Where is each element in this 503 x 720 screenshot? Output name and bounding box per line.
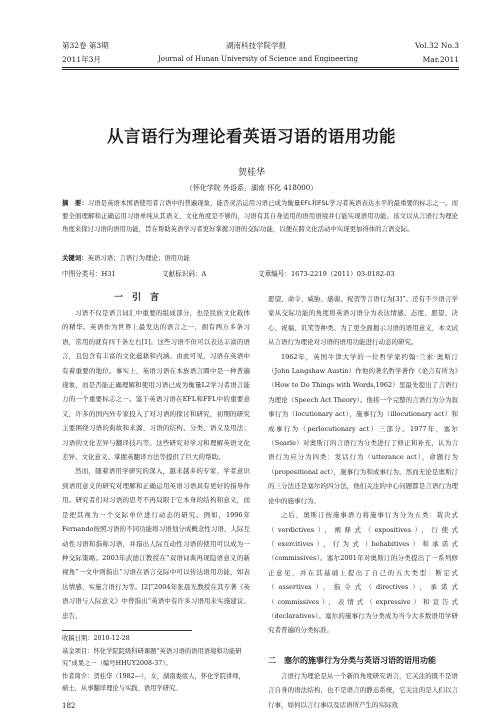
document-code: 文献标识码：A <box>162 270 207 278</box>
header-volume-cn: 第32卷 第3期 <box>62 41 109 50</box>
keywords-text: 英语习语；言语行为理论；语用功能 <box>87 254 190 262</box>
header-date-cn: 2011年3月 <box>62 55 101 64</box>
left-column <box>62 306 250 623</box>
header-rule-thin <box>62 69 459 70</box>
footnote-received: 收稿日期：2010-12-28 <box>62 635 130 642</box>
author-affiliation: （怀化学院 外语系，湖南 怀化 418000） <box>185 184 318 192</box>
footnote-rule <box>62 630 192 631</box>
clc-number: 中图分类号：H31 <box>62 270 116 278</box>
footnote <box>62 633 250 696</box>
footnote-author-info: 作者简介：贺桂华（1982—），女，湖南娄底人，怀化学院讲师，硕士，从事翻译理论与实践、语用学研究。 <box>62 672 245 693</box>
abstract-label: 摘 要： <box>62 199 88 207</box>
section-2-paragraph: 言语行为理论是从一个新的角度研究语言，它关注的既不是语言自身的语法结构，也不是语言的静态系统，它关注的是人们以言行事，如何以言行事以及话语所产生的实际效 <box>268 672 458 709</box>
section-1-title: 一 引 言 <box>114 293 160 303</box>
article-number: 文章编号：1673-2219（2011）03-0182-03 <box>258 270 395 278</box>
header-journal-cn: 湖南科技学院学报 <box>226 41 286 50</box>
right-column <box>268 292 458 638</box>
abstract <box>62 197 458 237</box>
section-2-body <box>268 669 458 712</box>
header-date-en: Mar.2011 <box>422 55 459 64</box>
right-paragraph-1: 愿望、命令、威胁、感谢、祝贺等言语行为[3]”。还有不少语言学家从交际功能的角度将英语习语分为表达情感、态度、愿望、决心、祝福、讥笑等种类。为了更全面揭示习语的语用意义，本文试从言语行为理论对习语的语用功能进行动态的研究。 <box>268 295 458 347</box>
article-title: 从言语行为理论看英语习语的语用功能 <box>107 127 396 146</box>
right-paragraph-3: 之后，奥斯汀按施事语力将施事行为分为五类：裁决式（verdictives），阐释式（expositives），行使式（exercitives），行为式（behabitives）和承诺式（commissives）。塞尔2001年对奥斯汀的分类提出了一系列修正意见，并在其基础上提出了自己的五大类型：断定式（assertives），指令式（directives），承诺式（commissives），表情式（expressive）和宣告式（declaratives）。塞尔的施事行为分类成为当今大多数语用学研究者普遍的分类标准。 <box>268 511 458 635</box>
header-rule <box>62 67 459 68</box>
abstract-text: 习语是英语本国语使用者言语中的普遍现象，能否灵活运用习语已成为衡量EFL和FSL学习者英语表达水平的最重要的标志之一。而要全面理解和正确运用习语单纯从其语义、文化角度是不够的，习语有其自身适用的语用语境并行能实现语用功能。该文以从言语行为理论角度来探讨习语的语用功能，旨在帮助英语学习者更好掌握习语的交际功能，以便在跨文化活动中实现更加得体的言语交际。 <box>62 199 459 234</box>
right-paragraph-2: 1962年，英国牛津大学的一位哲学家约翰·兰索·奥斯汀（John Langshaw Austin）作他的著名哲学著作《论言有所为》（How to Do Things with Words,1962）里最先提出了言语行为理论（Speech Act Theory）。他将一个完整的言语行为分为叙事行为（locutionary act），施事行为（illocutionary act）和成事行为（perlocutionary act）三部分。1977年，塞尔（Searle）对奥斯汀的言语行为分类进行了修正和补充，认为言语行为应分为四类：发话行为（utterance act），命题行为（propositional act），施事行为和成事行为。然而无论是奥斯汀的三分法还是塞尔的四分法，他们关注的中心问题都是言语行为理论中的施事行为。 <box>268 352 458 505</box>
left-paragraph-1: 习语不仅是语言词汇中重要的组成部分，也是民族文化载体的精华。英语作为世界上最发达的语言之一，拥有两万多条习语，常用的就有四千条左右[1]。这些习语不但可以表达丰富的语言，且包含有丰富的文化蕴藉和内涵。由此可见，习语在英语中有着重要的地位。事实上，英语习语在本族语言圈中是一种普遍现象，而是否能正确理解和使用习语已成为衡量L2学习者语言能力的一个重要标志之一。鉴于英语习语在EFL和FFL中的重要意义，许多的国内外专家投入了对习语的探讨和研究，初期的研究主要围绕习语的典故和来源、习语的结构、分类、语义及用法；习语的文化差异与翻译技巧等。这些研究对学习和理解英语文化差异、文化意义、掌握英翻译方法等提供了巨大的帮助。 <box>62 309 250 462</box>
author-name: 贺桂华 <box>237 168 265 178</box>
keywords-label: 关键词： <box>62 254 88 262</box>
header-journal-en: Journal of Hunan University of Science and Engineering <box>158 55 359 63</box>
page-number: 182 <box>62 702 76 710</box>
section-2-title: 二 塞尔的施事行为分类与英语习语的语用功能 <box>268 655 436 665</box>
header-volume-en: Vol.32 No.3 <box>414 41 459 50</box>
keywords <box>62 253 458 262</box>
left-paragraph-2: 然而，随着语用学研究的深入，越来越多的专家、学者意识到语用意义的研究对理解和正确运用英语习语具有更好的指导作用。研究者们对习语的思考不再局限于它本身的结构和意义，而是把其视为一个交际单位进行动态的研究。例如，1996年Fernando按照习语的不同功能将习语划分成概念性习语、人际互动性习语和指称习语，并指出人际互动性习语的使用可以成为一种交际策略。2003年武德江教授在“双语词典再现隐语意义的新视角”一文中则指出“习语在语言交际中可以传达语用功能，如表达情感、实施言语行为等。[2]”2004年张晨光教授在其专著《英语习语与人际意义》中曾指出“英语中有许多习语用来实施建议、忠告、 <box>62 467 250 620</box>
footnote-fund: 基金项目：怀化学院院级科研课题“英语习语的语用语境和功能研究”成果之一（编号HHUY2008-37）。 <box>62 647 242 668</box>
